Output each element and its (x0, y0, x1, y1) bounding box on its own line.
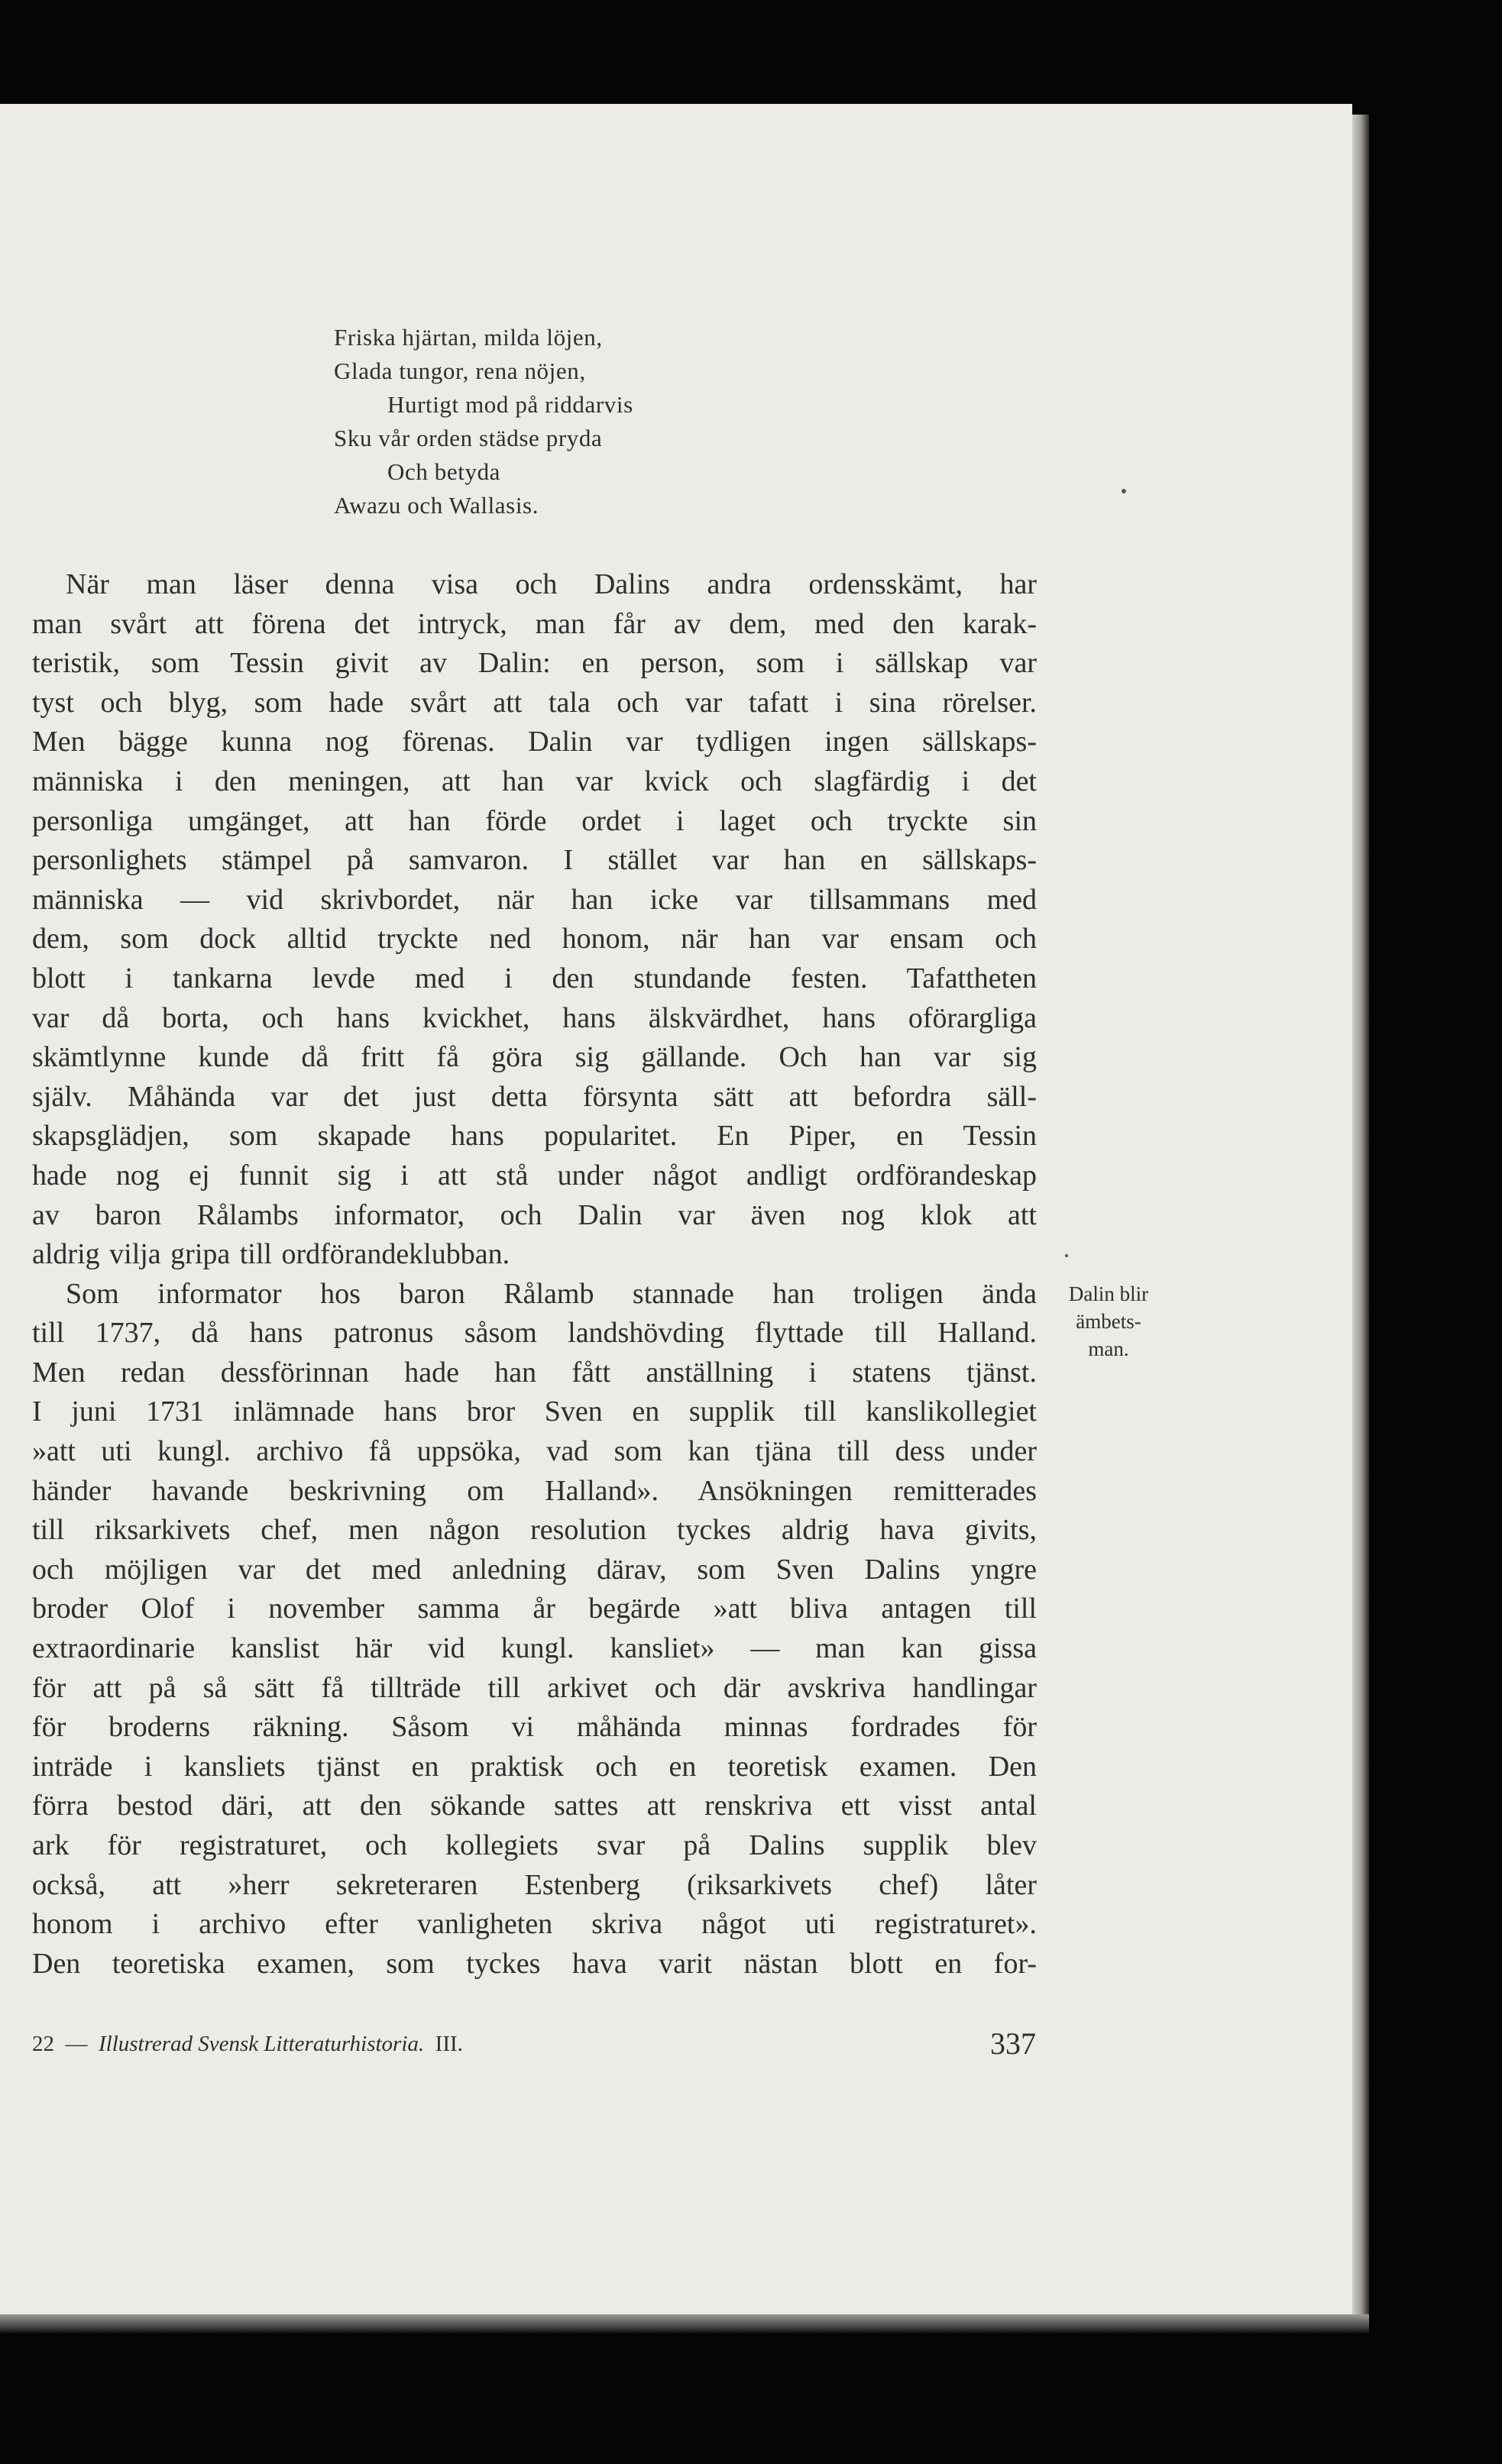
margin-note-line: man. (1088, 1337, 1129, 1360)
text-line: personliga umgänget, att han förde ordet i laget och tryckte sin (32, 804, 1037, 837)
text-line: till 1737, då hans patronus såsom landshövding flyttade till Halland. (32, 1317, 1037, 1350)
page-number: 337 (990, 2026, 1036, 2061)
poem-line: Hurtigt mod på riddarvis (387, 391, 633, 418)
text-line: Som informator hos baron Rålamb stannade han troligen ända (66, 1277, 1037, 1310)
text-line: »att uti kungl. archivo få uppsöka, vad som kan tjäna till dess under (32, 1435, 1037, 1468)
ink-speck (1122, 489, 1126, 493)
text-line: hade nog ej funnit sig i att stå under något andligt ordförandeskap (32, 1159, 1037, 1192)
text-line: händer havande beskrivning om Halland». Ansökningen remitterades (32, 1474, 1037, 1507)
page-edge-shadow (1352, 115, 1369, 2314)
text-line: var då borta, och hans kvickhet, hans älskvärdhet, hans oförargliga (32, 1001, 1037, 1034)
text-line: människa — vid skrivbordet, när han icke var tillsammans med (32, 883, 1037, 916)
text-line: man svårt att förena det intryck, man får av dem, med den karak- (32, 607, 1037, 640)
text-line: I juni 1731 inlämnade hans bror Sven en supplik till kanslikollegiet (32, 1395, 1037, 1428)
text-line: skämtlynne kunde då fritt få göra sig gällande. Och han var sig (32, 1041, 1037, 1074)
text-line: Men redan dessförinnan hade han fått anställning i statens tjänst. (32, 1356, 1037, 1389)
text-line: teristik, som Tessin givit av Dalin: en person, som i sällskap var (32, 647, 1037, 680)
text-line: också, att »herr sekreteraren Estenberg (riksarkivets chef) låter (32, 1868, 1037, 1901)
text-line: personlighets stämpel på samvaron. I stället var han en sällskaps- (32, 844, 1037, 877)
text-line: tyst och blyg, som hade svårt att tala och var tafatt i sina rörelser. (32, 686, 1037, 719)
text-line: av baron Rålambs informator, och Dalin var även nog klok att (32, 1198, 1037, 1231)
poem-stanza (334, 321, 633, 522)
text-line: blott i tankarna levde med i den stundande festen. Tafattheten (32, 962, 1037, 994)
poem-line: Sku vår orden städse pryda (334, 425, 603, 451)
text-line: ark för registraturet, och kollegiets svar på Dalins supplik blev (32, 1829, 1037, 1861)
margin-note (1051, 1280, 1166, 1363)
ink-speck (1065, 1254, 1068, 1257)
text-line: Den teoretiska examen, som tyckes hava varit nästan blott en for- (32, 1947, 1037, 1980)
text-line: Men bägge kunna nog förenas. Dalin var tydligen ingen sällskaps- (32, 726, 1037, 758)
text-line: inträde i kansliets tjänst en praktisk och en teoretisk examen. Den (32, 1750, 1037, 1783)
poem-line: Awazu och Wallasis. (334, 492, 539, 519)
margin-note-line: Dalin blir (1068, 1282, 1149, 1305)
text-line: När man läser denna visa och Dalins andra ordensskämt, har (66, 568, 1037, 600)
text-line: förra bestod däri, att den sökande sattes att renskriva ett visst antal (32, 1790, 1037, 1822)
text-line: aldrig vilja gripa till ordförandeklubban. (32, 1238, 510, 1271)
volume-number: III. (435, 2032, 463, 2056)
text-line: honom i archivo efter vanligheten skriva något uti registraturet». (32, 1908, 1037, 1941)
text-line: för broderns räkning. Såsom vi måhända minnas fordrades för (32, 1711, 1037, 1744)
text-line: själv. Måhända var det just detta försynta sätt att befordra säll- (32, 1080, 1037, 1113)
poem-line: Och betyda (387, 458, 501, 485)
book-title: Illustrerad Svensk Litteraturhistoria. (99, 2032, 425, 2056)
page-bottom-shadow (0, 2314, 1369, 2334)
poem-line: Friska hjärtan, milda löjen, (334, 324, 603, 351)
text-line: extraordinarie kanslist här vid kungl. kansliet» — man kan gissa (32, 1632, 1037, 1665)
text-line: skapsglädjen, som skapade hans popularitet. En Piper, en Tessin (32, 1120, 1037, 1153)
text-line: till riksarkivets chef, men någon resolution tyckes aldrig hava givits, (32, 1514, 1037, 1547)
text-line: människa i den meningen, att han var kvick och slagfärdig i det (32, 765, 1037, 797)
poem-line: Glada tungor, rena nöjen, (334, 357, 586, 384)
body-text (32, 565, 1037, 1984)
signature-number: 22 (32, 2032, 54, 2056)
signature-dash: — (65, 2032, 88, 2056)
margin-note-line: ämbets- (1076, 1310, 1141, 1333)
text-line: broder Olof i november samma år begärde »att bliva antagen till (32, 1593, 1037, 1625)
text-line: dem, som dock alltid tryckte ned honom, när han var ensam och (32, 923, 1037, 956)
signature-line (32, 2032, 463, 2057)
text-line: och möjligen var det med anledning därav, som Sven Dalins yngre (32, 1553, 1037, 1586)
text-line: för att på så sätt få tillträde till arkivet och där avskriva handlingar (32, 1671, 1037, 1704)
